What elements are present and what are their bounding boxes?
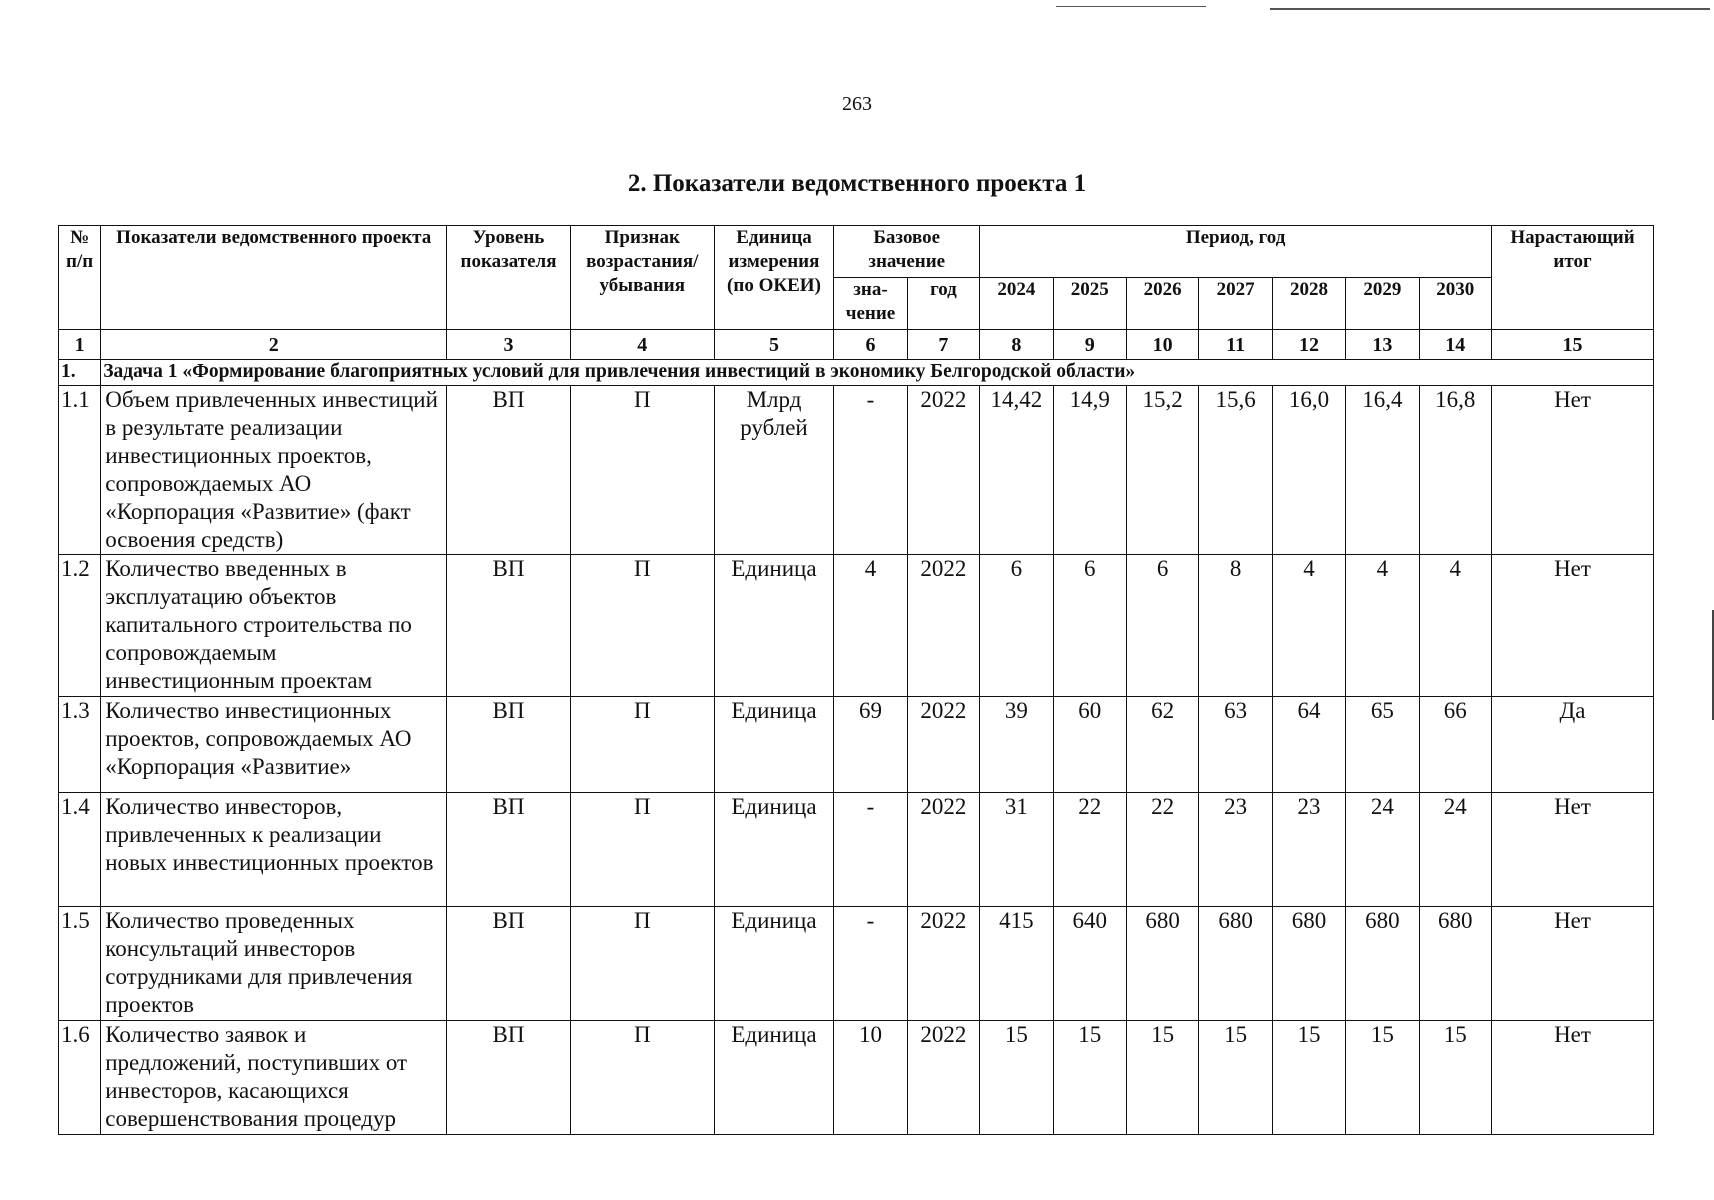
- year-value: 24: [1419, 793, 1491, 907]
- year-value: 16,0: [1272, 386, 1345, 555]
- year-value: 6: [980, 555, 1053, 697]
- header-base: Базовое значение: [834, 226, 980, 278]
- column-number: 14: [1419, 330, 1491, 360]
- year-value: 680: [1272, 907, 1345, 1021]
- indicator-name: Количество проведенных консультаций инвесторов сотрудниками для привлечения проектов: [101, 907, 447, 1021]
- year-value: 23: [1272, 793, 1345, 907]
- year-value: 63: [1199, 697, 1272, 793]
- column-number: 1: [59, 330, 101, 360]
- header-year: 2025: [1053, 278, 1126, 330]
- base-value: -: [834, 793, 907, 907]
- indicator-name: Количество введенных в эксплуатацию объектов капитального строительства по сопровождаемым инвестиционным проектам: [101, 555, 447, 697]
- indicator-unit: Единица: [714, 1021, 834, 1135]
- indicator-name: Количество заявок и предложений, поступивших от инвесторов, касающихся совершенствования процедур: [101, 1021, 447, 1135]
- table-row: [59, 555, 1654, 697]
- indicator-unit: Млрд рублей: [714, 386, 834, 555]
- year-value: 16,4: [1346, 386, 1419, 555]
- year-value: 24: [1346, 793, 1419, 907]
- indicator-level: ВП: [447, 697, 571, 793]
- year-value: 680: [1346, 907, 1419, 1021]
- column-number: 8: [980, 330, 1053, 360]
- header-level: Уровень показателя: [447, 226, 571, 330]
- year-value: 15,6: [1199, 386, 1272, 555]
- column-number: 13: [1346, 330, 1419, 360]
- year-value: 6: [1126, 555, 1198, 697]
- scan-artifact-line: [1056, 6, 1206, 7]
- indicator-name: Количество инвесторов, привлеченных к реализации новых инвестиционных проектов: [101, 793, 447, 907]
- indicator-trend: П: [570, 907, 714, 1021]
- year-value: 15: [980, 1021, 1053, 1135]
- base-year: 2022: [907, 907, 979, 1021]
- year-value: 4: [1346, 555, 1419, 697]
- indicator-name: Объем привлеченных инвестиций в результате реализации инвестиционных проектов, сопровождаемых АО «Корпорация «Развитие» (факт освоения средств): [101, 386, 447, 555]
- year-value: 16,8: [1419, 386, 1491, 555]
- indicator-unit: Единица: [714, 697, 834, 793]
- indicator-level: ВП: [447, 907, 571, 1021]
- table-row: [59, 907, 1654, 1021]
- year-value: 60: [1053, 697, 1126, 793]
- indicator-name: Количество инвестиционных проектов, сопровождаемых АО «Корпорация «Развитие»: [101, 697, 447, 793]
- row-num: 1.3: [59, 697, 101, 793]
- base-value: 4: [834, 555, 907, 697]
- header-base-value: зна-чение: [834, 278, 907, 330]
- indicator-trend: П: [570, 386, 714, 555]
- indicator-level: ВП: [447, 555, 571, 697]
- column-number: 10: [1126, 330, 1198, 360]
- year-value: 15: [1419, 1021, 1491, 1135]
- year-value: 65: [1346, 697, 1419, 793]
- column-number: 11: [1199, 330, 1272, 360]
- header-year: 2030: [1419, 278, 1491, 330]
- column-number: 5: [714, 330, 834, 360]
- header-year: 2024: [980, 278, 1053, 330]
- column-number: 12: [1272, 330, 1345, 360]
- column-number: 6: [834, 330, 907, 360]
- header-trend: Признак возрастания/ убывания: [570, 226, 714, 330]
- cumulative-flag: Нет: [1492, 386, 1654, 555]
- indicators-table: [58, 225, 1654, 1135]
- indicator-trend: П: [570, 555, 714, 697]
- base-value: -: [834, 386, 907, 555]
- header-cumulative: Нарастающий итог: [1492, 226, 1654, 330]
- cumulative-flag: Да: [1492, 697, 1654, 793]
- column-number-row: [59, 330, 1654, 360]
- header-unit: Единица измерения (по ОКЕИ): [714, 226, 834, 330]
- row-num: 1.6: [59, 1021, 101, 1135]
- base-value: 10: [834, 1021, 907, 1135]
- cumulative-flag: Нет: [1492, 907, 1654, 1021]
- base-year: 2022: [907, 555, 979, 697]
- page-title: 2. Показатели ведомственного проекта 1: [627, 170, 1087, 197]
- base-year: 2022: [907, 793, 979, 907]
- year-value: 15: [1346, 1021, 1419, 1135]
- indicator-unit: Единица: [714, 555, 834, 697]
- year-value: 640: [1053, 907, 1126, 1021]
- base-year: 2022: [907, 697, 979, 793]
- row-num: 1.5: [59, 907, 101, 1021]
- table-row: [59, 386, 1654, 555]
- indicator-trend: П: [570, 793, 714, 907]
- base-year: 2022: [907, 1021, 979, 1135]
- cumulative-flag: Нет: [1492, 1021, 1654, 1135]
- year-value: 415: [980, 907, 1053, 1021]
- column-number: 7: [907, 330, 979, 360]
- year-value: 15: [1199, 1021, 1272, 1135]
- row-num: 1.4: [59, 793, 101, 907]
- header-indicator: Показатели ведомственного проекта: [101, 226, 447, 330]
- year-value: 31: [980, 793, 1053, 907]
- year-value: 680: [1199, 907, 1272, 1021]
- year-value: 8: [1199, 555, 1272, 697]
- column-number: 3: [447, 330, 571, 360]
- year-value: 15: [1272, 1021, 1345, 1135]
- year-value: 66: [1419, 697, 1491, 793]
- year-value: 15: [1126, 1021, 1198, 1135]
- header-num: № п/п: [59, 226, 101, 330]
- year-value: 15,2: [1126, 386, 1198, 555]
- task-num: 1.: [59, 360, 101, 386]
- indicator-unit: Единица: [714, 793, 834, 907]
- cumulative-flag: Нет: [1492, 555, 1654, 697]
- indicator-level: ВП: [447, 793, 571, 907]
- indicator-level: ВП: [447, 1021, 571, 1135]
- year-value: 4: [1272, 555, 1345, 697]
- table-row: [59, 793, 1654, 907]
- year-value: 22: [1126, 793, 1198, 907]
- header-base-year: год: [907, 278, 979, 330]
- cumulative-flag: Нет: [1492, 793, 1654, 907]
- indicator-level: ВП: [447, 386, 571, 555]
- row-num: 1.2: [59, 555, 101, 697]
- year-value: 680: [1419, 907, 1491, 1021]
- column-number: 9: [1053, 330, 1126, 360]
- table-row: [59, 1021, 1654, 1135]
- indicator-trend: П: [570, 697, 714, 793]
- column-number: 15: [1492, 330, 1654, 360]
- page-number: 263: [842, 93, 872, 115]
- year-value: 15: [1053, 1021, 1126, 1135]
- header-year: 2026: [1126, 278, 1198, 330]
- column-number: 4: [570, 330, 714, 360]
- year-value: 39: [980, 697, 1053, 793]
- indicator-unit: Единица: [714, 907, 834, 1021]
- task-title: Задача 1 «Формирование благоприятных условий для привлечения инвестиций в экономику Белгородской области»: [101, 360, 1654, 386]
- base-year: 2022: [907, 386, 979, 555]
- year-value: 4: [1419, 555, 1491, 697]
- table-row: [59, 697, 1654, 793]
- year-value: 14,9: [1053, 386, 1126, 555]
- column-number: 2: [101, 330, 447, 360]
- year-value: 22: [1053, 793, 1126, 907]
- year-value: 64: [1272, 697, 1345, 793]
- year-value: 62: [1126, 697, 1198, 793]
- year-value: 23: [1199, 793, 1272, 907]
- header-year: 2028: [1272, 278, 1345, 330]
- row-num: 1.1: [59, 386, 101, 555]
- indicator-trend: П: [570, 1021, 714, 1135]
- task-row: [59, 360, 1654, 386]
- year-value: 14,42: [980, 386, 1053, 555]
- year-value: 680: [1126, 907, 1198, 1021]
- base-value: -: [834, 907, 907, 1021]
- scan-artifact-line: [1270, 8, 1710, 10]
- header-period: Период, год: [980, 226, 1492, 278]
- header-year: 2029: [1346, 278, 1419, 330]
- year-value: 6: [1053, 555, 1126, 697]
- base-value: 69: [834, 697, 907, 793]
- header-year: 2027: [1199, 278, 1272, 330]
